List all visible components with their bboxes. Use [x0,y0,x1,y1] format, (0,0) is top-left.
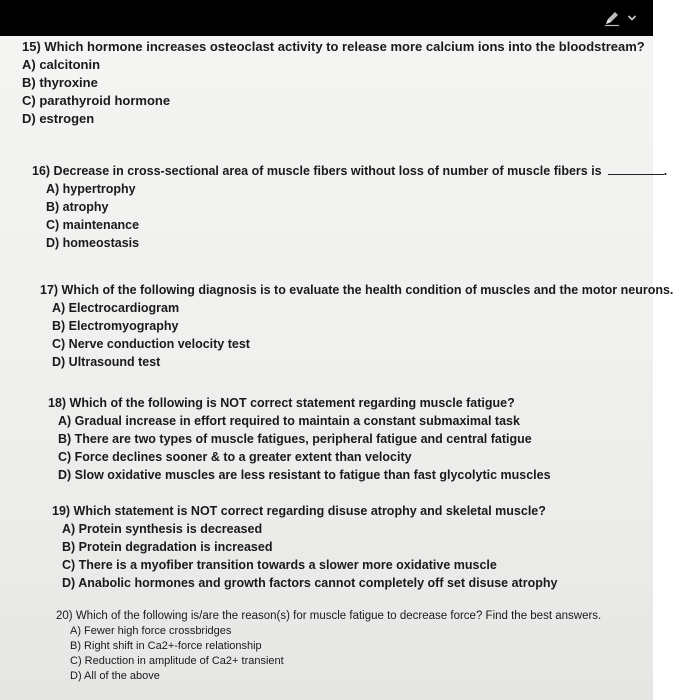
question-stem: 20) Which of the following is/are the reason(s) for muscle fatigue to decrease force? Find the best answers. [56,610,602,622]
option-d: D) All of the above [70,670,160,682]
option-b: B) Protein degradation is increased [62,540,273,554]
option-d: D) estrogen [22,111,95,126]
option-b: B) atrophy [46,200,109,214]
option-b: B) Electromyography [52,319,179,333]
option-b: B) thyroxine [22,75,98,90]
option-a: A) Fewer high force crossbridges [70,625,232,637]
question-stem: 19) Which statement is NOT correct regarding disuse atrophy and skeletal muscle? [52,504,546,518]
question-20 [56,608,616,684]
question-19 [52,502,557,592]
question-15 [22,38,645,128]
question-stem: 17) Which of the following diagnosis is to evaluate the health condition of muscles and the motor neurons. [40,283,673,297]
pen-icon[interactable] [603,9,621,27]
option-d: D) Anabolic hormones and growth factors cannot completely off set disuse atrophy [62,576,558,590]
option-a: A) Electrocardiogram [52,301,180,315]
option-d: D) Slow oxidative muscles are less resistant to fatigue than fast glycolytic muscles [58,468,551,482]
option-c: C) Reduction in amplitude of Ca2+ transient [70,655,284,667]
option-a: A) hypertrophy [46,182,136,196]
option-c: C) parathyroid hormone [22,93,171,108]
option-d: D) homeostasis [46,236,140,250]
option-a: A) calcitonin [22,57,101,72]
question-stem-text: 16) Decrease in cross-sectional area of muscle fibers without loss of number of muscle fibers is [32,164,602,178]
option-c: C) Nerve conduction velocity test [52,337,250,351]
question-stem [32,162,667,180]
option-b: B) There are two types of muscle fatigues, peripheral fatigue and central fatigue [58,432,532,446]
worksheet-photo [0,36,673,700]
question-16 [32,162,667,252]
top-bar [0,0,653,36]
blank-suffix: . [663,164,668,178]
question-stem: 18) Which of the following is NOT correct statement regarding muscle fatigue? [48,396,515,410]
option-b: B) Right shift in Ca2+-force relationship [70,640,262,652]
question-17 [40,281,673,371]
option-d: D) Ultrasound test [52,355,161,369]
option-c: C) maintenance [46,218,140,232]
annotation-tools[interactable] [603,8,637,28]
option-a: A) Protein synthesis is decreased [62,522,263,536]
option-c: C) Force declines sooner & to a greater extent than velocity [58,450,412,464]
answer-blank [608,163,664,175]
question-18 [48,394,551,484]
question-stem: 15) Which hormone increases osteoclast activity to release more calcium ions into the bloodstream? [22,39,645,54]
chevron-down-icon[interactable] [627,13,637,23]
option-c: C) There is a myofiber transition towards a slower more oxidative muscle [62,558,497,572]
option-a: A) Gradual increase in effort required to maintain a constant submaximal task [58,414,520,428]
